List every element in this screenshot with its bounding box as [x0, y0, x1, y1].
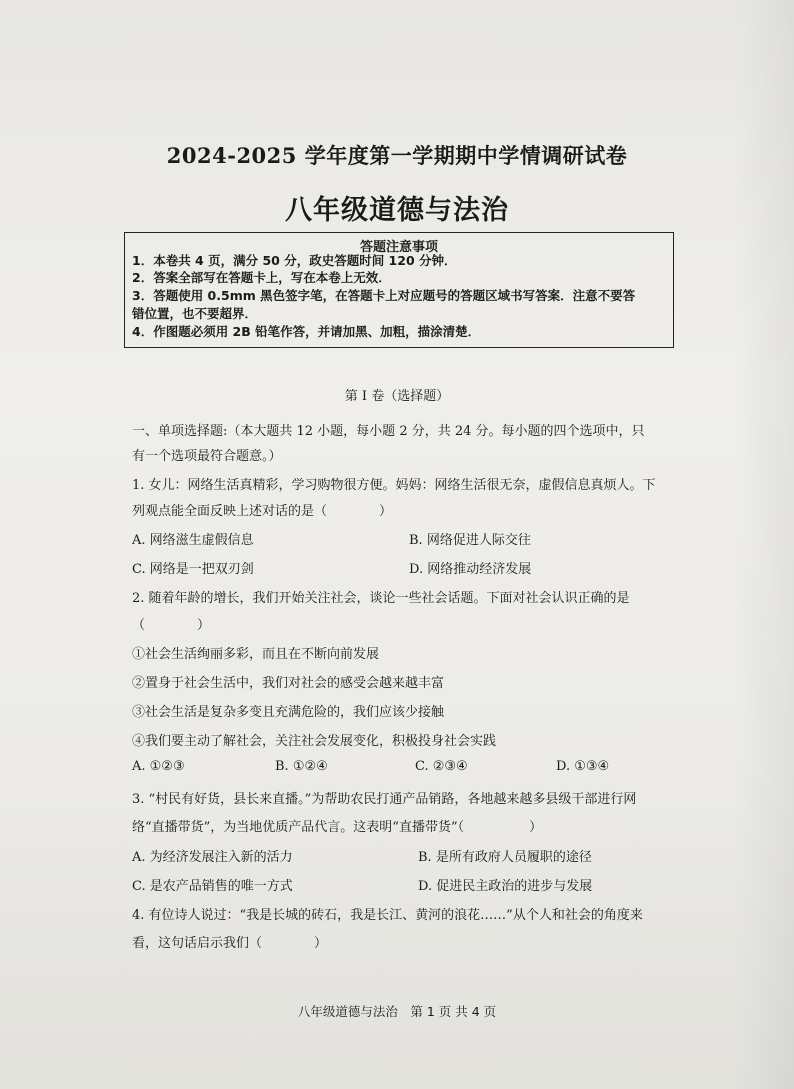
subject-title: 八年级道德与法治 [285, 195, 509, 226]
page-footer: 八年级道德与法治 第 1 页 共 4 页 [297, 1004, 497, 1019]
q3-option-b: B. 是所有政府人员履职的途径 [418, 850, 592, 865]
q2-statement: ①社会生活绚丽多彩，而且在不断向前发展 [132, 647, 380, 662]
q1-option-a: A. 网络滋生虚假信息 [132, 533, 254, 548]
q2-statement: ②置身于社会生活中，我们对社会的感受会越来越丰富 [132, 676, 445, 691]
q3-option-c: C. 是农产品销售的唯一方式 [132, 879, 293, 894]
section-intro: 有一个选项最符合题意。） [132, 449, 282, 464]
q1-option-c: C. 网络是一把双刃剑 [132, 562, 254, 577]
notice-item: 错位置，也不要超界． [132, 306, 258, 321]
question-3-stem: 3. “村民有好货，县长来直播。”为帮助农民打通产品销路，各地越来越多县级干部进行网 [132, 792, 637, 807]
q2-statement: ③社会生活是复杂多变且充满危险的，我们应该少接触 [132, 705, 445, 720]
q2-option-b: B. ①②④ [275, 759, 328, 774]
q2-option-c: C. ②③④ [415, 759, 468, 774]
question-3-stem: 络“直播带货”，为当地优质产品代言。这表明“直播带货”（ ） [132, 820, 543, 835]
q2-statement: ④我们要主动了解社会，关注社会发展变化，积极投身社会实践 [132, 734, 497, 749]
question-2-stem: 2. 随着年龄的增长，我们开始关注社会，谈论一些社会话题。下面对社会认识正确的是 [132, 591, 630, 606]
question-1-stem: 列观点能全面反映上述对话的是（ ） [132, 504, 393, 519]
q1-option-d: D. 网络推动经济发展 [409, 562, 532, 577]
q3-option-d: D. 促进民主政治的进步与发展 [418, 879, 593, 894]
notice-box [124, 232, 674, 348]
q1-option-b: B. 网络促进人际交往 [409, 533, 531, 548]
section-heading: 第 I 卷（选择题） [344, 389, 450, 404]
notice-item: 2．答案全部写在答题卡上，写在本卷上无效． [132, 270, 391, 285]
section-intro: 一、单项选择题:（本大题共 12 小题，每小题 2 分，共 24 分。每小题的四个选项中，只 [132, 424, 645, 439]
question-1-stem: 1. 女儿：网络生活真精彩，学习购物很方便。妈妈：网络生活很无奈，虚假信息真烦人。下 [132, 478, 656, 493]
q2-option-d: D. ①③④ [556, 759, 610, 774]
exam-title: 2024-2025 学年度第一学期期中学情调研试卷 [166, 143, 628, 168]
q3-option-a: A. 为经济发展注入新的活力 [132, 850, 293, 865]
notice-item: 3．答题使用 0.5mm 黑色签字笔，在答题卡上对应题号的答题区域书写答案．注意不要答 [132, 288, 636, 303]
question-2-stem: （ ） [132, 618, 211, 633]
notice-title: 答题注意事项 [359, 240, 438, 255]
notice-item: 1．本卷共 4 页，满分 50 分，政史答题时间 120 分钟． [132, 253, 457, 268]
question-4-stem: 看，这句话启示我们（ ） [132, 936, 328, 951]
notice-item: 4．作图题必须用 2B 铅笔作答，并请加黑、加粗，描涂清楚． [132, 324, 481, 339]
q2-option-a: A. ①②③ [132, 759, 185, 774]
question-4-stem: 4. 有位诗人说过：“我是长城的砖石，我是长江、黄河的浪花……”从个人和社会的角度来 [132, 908, 643, 923]
